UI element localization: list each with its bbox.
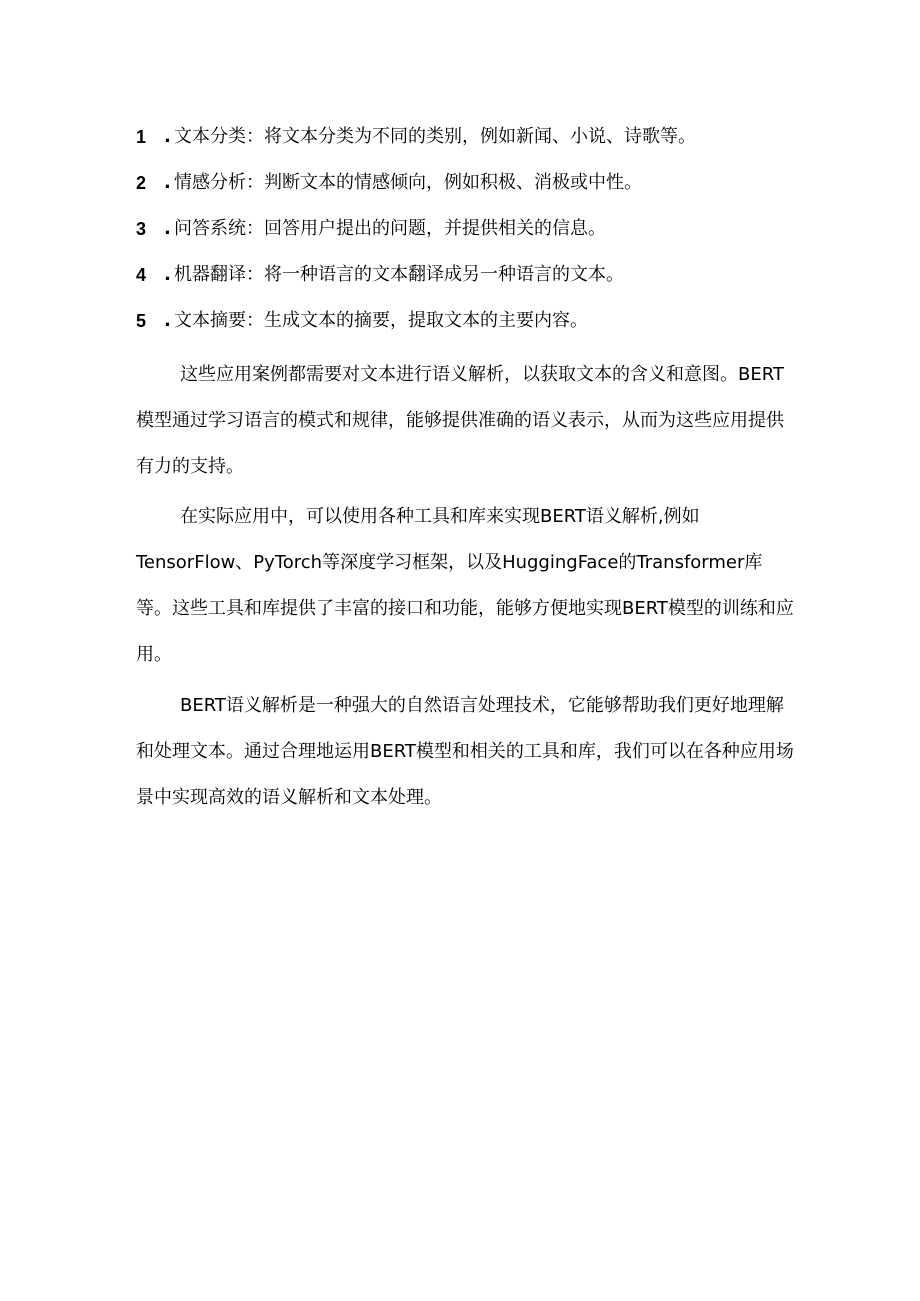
list-item-dot: . [164, 126, 171, 147]
list-item [136, 114, 796, 160]
list-item-text: 机器翻译：将一种语言的文本翻译成另一种语言的文本。 [174, 264, 624, 285]
list-item-number: 1 [136, 127, 147, 147]
list-item-text: 文本分类：将文本分类为不同的类别，例如新闻、小说、诗歌等。 [174, 126, 696, 147]
list-item-number: 5 [136, 311, 147, 331]
list-item [136, 206, 796, 252]
list-item [136, 160, 796, 206]
list-item-dot: . [164, 172, 171, 193]
list-item-dot: . [164, 264, 171, 285]
list-item-number: 2 [136, 173, 147, 193]
list-item [136, 298, 796, 344]
list-item-text: 情感分析：判断文本的情感倾向，例如积极、消极或中性。 [174, 172, 642, 193]
paragraph-applications-summary: 这些应用案例都需要对文本进行语义解析，以获取文本的含义和意图。BERT模型通过学习语言的模式和规律，能够提供准确的语义表示，从而为这些应用提供有力的支持。 [136, 364, 784, 477]
numbered-list [136, 114, 796, 344]
paragraph-conclusion: BERT语义解析是一种强大的自然语言处理技术，它能够帮助我们更好地理解和处理文本。通过合理地运用BERT模型和相关的工具和库，我们可以在各种应用场景中实现高效的语义解析和文本处理。 [136, 695, 794, 808]
list-item-text: 文本摘要：生成文本的摘要，提取文本的主要内容。 [174, 310, 588, 331]
list-item-dot: . [164, 310, 171, 331]
list-item-dot: . [164, 218, 171, 239]
list-item-number: 3 [136, 219, 147, 239]
list-item [136, 252, 796, 298]
list-item-text: 问答系统：回答用户提出的问题，并提供相关的信息。 [174, 218, 606, 239]
list-item-number: 4 [136, 265, 147, 285]
paragraph-tools-libraries: 在实际应用中，可以使用各种工具和库来实现BERT语义解析,例如TensorFlow、PyTorch等深度学习框架，以及HuggingFace的Transformer库等。这些工具和库提供了丰富的接口和功能，能够方便地实现BERT模型的训练和应用。 [136, 506, 794, 665]
